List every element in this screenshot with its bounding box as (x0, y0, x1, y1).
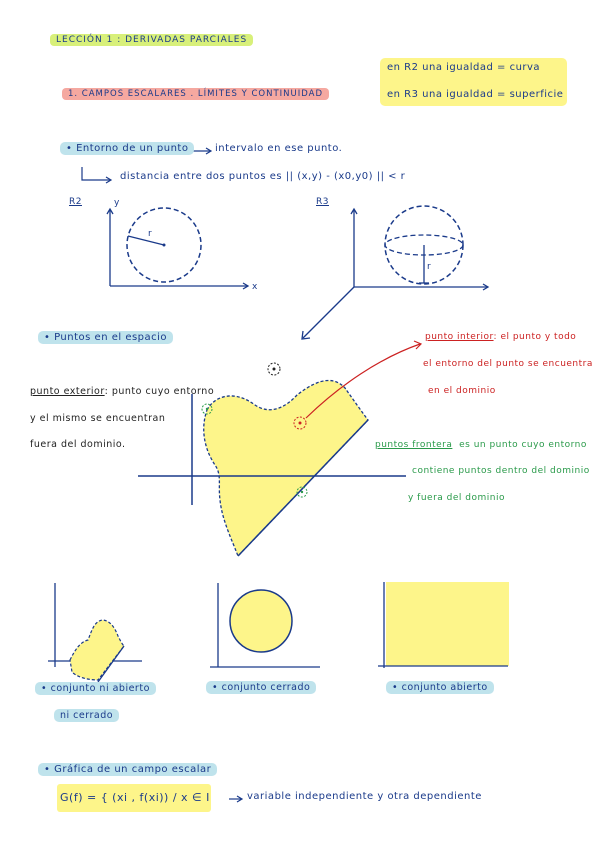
r3-graph (302, 206, 488, 339)
r2-graph (107, 208, 248, 289)
entorno-desc-1: intervalo en ese punto. (215, 143, 343, 154)
set-neither-label-2: ni cerrado (54, 709, 119, 722)
interior-line-1 (425, 332, 576, 342)
set-open (378, 582, 509, 668)
grafica-desc: variable independiente y otra dependiente (247, 791, 482, 802)
frontera-line-2: contiene puntos dentro del dominio (412, 466, 590, 476)
set-neither (48, 583, 142, 682)
grafica-formula: G(f) = { (xi , f(xi)) / x ∈ I (60, 791, 210, 804)
r3-label: R3 (316, 197, 329, 207)
set-open-label: • conjunto abierto (386, 681, 494, 694)
exterior-term: punto exterior (30, 386, 105, 397)
set-closed-text: conjunto cerrado (221, 682, 311, 693)
set-closed (210, 583, 320, 667)
exterior-line-1 (30, 386, 214, 397)
puntos-espacio-label: • Puntos en el espacio (38, 331, 173, 344)
grafica-label: • Gráfica de un campo escalar (38, 763, 217, 776)
exterior-text-1: : punto cuyo entorno (104, 386, 215, 397)
r2-y-label: y (114, 198, 120, 208)
r2-label: R2 (69, 197, 82, 207)
note-line-1: en R2 una igualdad = curva (387, 62, 541, 73)
set-neither-label-1: • conjunto ni abierto (35, 682, 156, 695)
exterior-line-2: y el mismo se encuentran (30, 413, 166, 424)
interior-text-1: : el punto y todo (493, 332, 577, 342)
grafica-label-text: Gráfica de un campo escalar (54, 764, 212, 775)
set-neither-text-1: conjunto ni abierto (50, 683, 150, 694)
frontera-line-3: y fuera del dominio (408, 493, 505, 503)
interior-line-2: el entorno del punto se encuentra (423, 359, 593, 369)
r2-radius-label: r (148, 229, 153, 239)
entorno-label-text: Entorno de un punto (76, 143, 189, 154)
r2-x-label: x (252, 282, 258, 292)
frontera-term: puntos frontera (375, 440, 453, 450)
set-open-text: conjunto abierto (401, 682, 488, 693)
frontera-line-1 (375, 440, 587, 450)
lesson-title: LECCIÓN 1 : DERIVADAS PARCIALES (50, 34, 253, 46)
frontera-text-1: es un punto cuyo entorno (459, 440, 587, 450)
entorno-desc-2: distancia entre dos puntos es || (x,y) - (x0,y0) || < r (120, 171, 406, 182)
interior-term: punto interior (425, 332, 494, 342)
puntos-espacio-text: Puntos en el espacio (54, 332, 168, 343)
interior-line-3: en el dominio (428, 386, 496, 396)
exterior-line-3: fuera del dominio. (30, 439, 126, 450)
r3-radius-label: r (427, 262, 432, 272)
distance-arrow (82, 167, 110, 180)
section-title: 1. CAMPOS ESCALARES . LÍMITES Y CONTINUIDAD (62, 88, 329, 100)
entorno-label: • Entorno de un punto (60, 142, 194, 155)
note-line-2: en R3 una igualdad = superficie (387, 89, 564, 100)
set-closed-label: • conjunto cerrado (206, 681, 316, 694)
